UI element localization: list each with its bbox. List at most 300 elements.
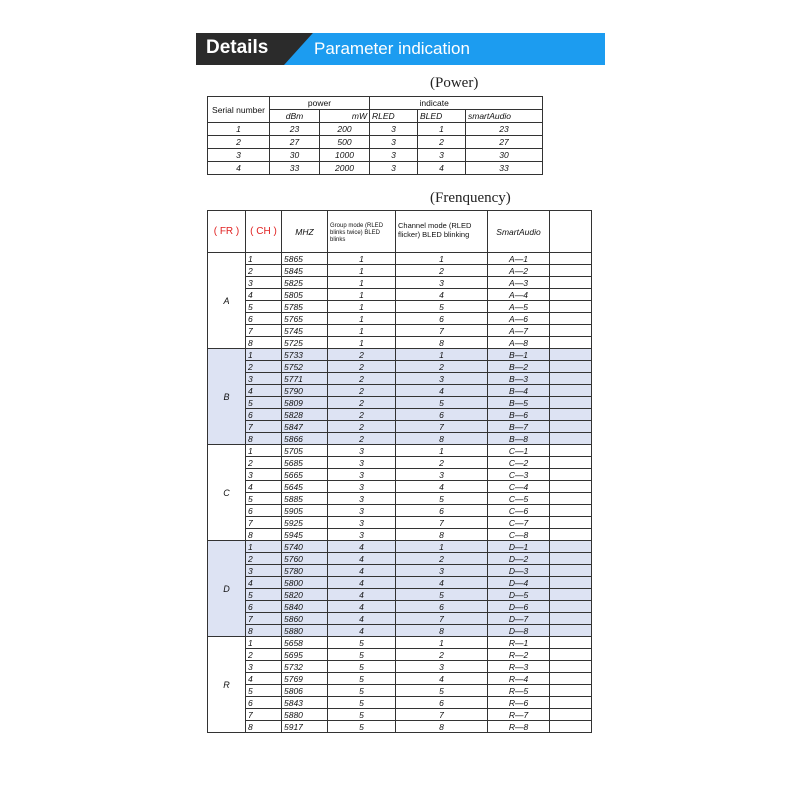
table-row bbox=[208, 565, 592, 577]
table-cell: 8 bbox=[396, 721, 488, 733]
table-row bbox=[208, 685, 592, 697]
table-row bbox=[208, 505, 592, 517]
table-cell: 5765 bbox=[282, 313, 328, 325]
table-cell: A—3 bbox=[488, 277, 550, 289]
table-row bbox=[208, 697, 592, 709]
table-cell: 2 bbox=[396, 649, 488, 661]
table-cell: 5 bbox=[328, 721, 396, 733]
table-cell: 3 bbox=[370, 123, 418, 136]
table-row bbox=[208, 433, 592, 445]
table-cell: 5760 bbox=[282, 553, 328, 565]
table-cell: 4 bbox=[328, 553, 396, 565]
table-cell: 8 bbox=[246, 625, 282, 637]
table-cell: D—8 bbox=[488, 625, 550, 637]
table-row bbox=[208, 613, 592, 625]
table-cell: 3 bbox=[246, 469, 282, 481]
header-rled: RLED bbox=[370, 110, 418, 123]
table-row bbox=[208, 625, 592, 637]
header-group-mode: Group mode (RLED blinks twice) BLED blinks bbox=[328, 211, 396, 253]
table-cell: 7 bbox=[246, 325, 282, 337]
table-cell: 5800 bbox=[282, 577, 328, 589]
table-row bbox=[208, 637, 592, 649]
table-cell: R—3 bbox=[488, 661, 550, 673]
table-row bbox=[208, 445, 592, 457]
table-cell: 2 bbox=[396, 553, 488, 565]
table-cell: 1 bbox=[328, 313, 396, 325]
table-cell: D—4 bbox=[488, 577, 550, 589]
table-cell: 2 bbox=[246, 457, 282, 469]
table-cell: 3 bbox=[396, 661, 488, 673]
header-power: power bbox=[270, 97, 370, 110]
table-cell: 5925 bbox=[282, 517, 328, 529]
table-cell: 3 bbox=[246, 661, 282, 673]
table-cell: 6 bbox=[246, 601, 282, 613]
header-indicate-spacer bbox=[370, 97, 418, 110]
table-cell: 27 bbox=[270, 136, 320, 149]
table-row bbox=[208, 123, 543, 136]
table-cell: A—7 bbox=[488, 325, 550, 337]
empty-cell bbox=[550, 709, 592, 721]
table-cell: 5685 bbox=[282, 457, 328, 469]
table-cell: 6 bbox=[246, 697, 282, 709]
table-cell: R—7 bbox=[488, 709, 550, 721]
table-cell: 4 bbox=[328, 589, 396, 601]
table-cell: 5785 bbox=[282, 301, 328, 313]
table-row bbox=[208, 721, 592, 733]
table-cell: 4 bbox=[396, 481, 488, 493]
table-cell: C—7 bbox=[488, 517, 550, 529]
table-cell: 7 bbox=[396, 517, 488, 529]
table-cell: 1 bbox=[396, 253, 488, 265]
table-cell: A—5 bbox=[488, 301, 550, 313]
table-cell: 6 bbox=[396, 409, 488, 421]
empty-cell bbox=[550, 517, 592, 529]
table-cell: 1 bbox=[396, 637, 488, 649]
empty-cell bbox=[550, 685, 592, 697]
table-cell: 5732 bbox=[282, 661, 328, 673]
empty-cell bbox=[550, 541, 592, 553]
table-cell: 4 bbox=[246, 481, 282, 493]
table-cell: 4 bbox=[246, 289, 282, 301]
table-cell: 3 bbox=[328, 493, 396, 505]
power-section-title: (Power) bbox=[430, 75, 479, 91]
table-cell: 3 bbox=[396, 277, 488, 289]
empty-cell bbox=[550, 397, 592, 409]
empty-cell bbox=[550, 301, 592, 313]
group-label: R bbox=[208, 637, 246, 733]
table-cell: 2 bbox=[396, 265, 488, 277]
table-row bbox=[208, 265, 592, 277]
table-cell: 5820 bbox=[282, 589, 328, 601]
table-cell: 5843 bbox=[282, 697, 328, 709]
table-cell: 6 bbox=[396, 313, 488, 325]
table-row bbox=[208, 301, 592, 313]
header-mw: mW bbox=[320, 110, 370, 123]
table-cell: B—8 bbox=[488, 433, 550, 445]
table-cell: R—2 bbox=[488, 649, 550, 661]
table-cell: 5790 bbox=[282, 385, 328, 397]
table-row bbox=[208, 149, 543, 162]
table-cell: 5745 bbox=[282, 325, 328, 337]
table-cell: 3 bbox=[370, 149, 418, 162]
table-cell: D—7 bbox=[488, 613, 550, 625]
table-cell: 2 bbox=[246, 649, 282, 661]
table-cell: 5809 bbox=[282, 397, 328, 409]
table-cell: 30 bbox=[270, 149, 320, 162]
table-row bbox=[208, 349, 592, 361]
table-cell: 5658 bbox=[282, 637, 328, 649]
table-cell: 5880 bbox=[282, 625, 328, 637]
table-cell: 33 bbox=[270, 162, 320, 175]
table-cell: 5847 bbox=[282, 421, 328, 433]
frequency-table bbox=[207, 210, 592, 733]
table-cell: 2 bbox=[328, 433, 396, 445]
table-cell: A—4 bbox=[488, 289, 550, 301]
table-cell: D—5 bbox=[488, 589, 550, 601]
table-cell: 2 bbox=[418, 136, 466, 149]
table-cell: B—7 bbox=[488, 421, 550, 433]
table-cell: 5771 bbox=[282, 373, 328, 385]
table-cell: C—3 bbox=[488, 469, 550, 481]
group-label: A bbox=[208, 253, 246, 349]
empty-cell bbox=[550, 505, 592, 517]
empty-cell bbox=[550, 565, 592, 577]
table-cell: 5 bbox=[396, 493, 488, 505]
table-cell: B—6 bbox=[488, 409, 550, 421]
table-cell: 4 bbox=[328, 541, 396, 553]
table-cell: 1 bbox=[328, 289, 396, 301]
table-cell: 1 bbox=[328, 325, 396, 337]
header-smartaudio: smartAudio bbox=[466, 110, 543, 123]
table-cell: 7 bbox=[396, 421, 488, 433]
header-indicate: indicate bbox=[418, 97, 543, 110]
table-cell: 6 bbox=[246, 409, 282, 421]
table-row bbox=[208, 709, 592, 721]
table-cell: 5 bbox=[396, 685, 488, 697]
empty-cell bbox=[550, 385, 592, 397]
table-cell: B—4 bbox=[488, 385, 550, 397]
empty-cell bbox=[550, 649, 592, 661]
table-row bbox=[208, 325, 592, 337]
table-cell: 5 bbox=[246, 493, 282, 505]
table-row bbox=[208, 457, 592, 469]
frequency-section-title: (Frenquency) bbox=[430, 190, 511, 206]
table-cell: 3 bbox=[246, 565, 282, 577]
table-cell: 3 bbox=[328, 457, 396, 469]
table-row bbox=[208, 397, 592, 409]
table-cell: 33 bbox=[466, 162, 543, 175]
table-cell: 1 bbox=[396, 349, 488, 361]
table-cell: 1 bbox=[396, 541, 488, 553]
table-cell: 3 bbox=[370, 162, 418, 175]
table-cell: 4 bbox=[246, 577, 282, 589]
table-cell: 1 bbox=[328, 301, 396, 313]
table-cell: 4 bbox=[396, 673, 488, 685]
header-channel-mode: Channel mode (RLED flicker) BLED blinking bbox=[396, 211, 488, 253]
table-cell: 6 bbox=[396, 505, 488, 517]
table-cell: 8 bbox=[396, 529, 488, 541]
empty-cell bbox=[550, 373, 592, 385]
frequency-table-body bbox=[208, 211, 592, 733]
banner-title: Details bbox=[206, 37, 269, 58]
empty-cell bbox=[550, 253, 592, 265]
table-cell: 4 bbox=[208, 162, 270, 175]
empty-cell bbox=[550, 349, 592, 361]
table-cell: C—8 bbox=[488, 529, 550, 541]
table-cell: 1 bbox=[246, 541, 282, 553]
empty-cell bbox=[550, 601, 592, 613]
group-label: C bbox=[208, 445, 246, 541]
table-row bbox=[208, 136, 543, 149]
empty-cell bbox=[550, 409, 592, 421]
table-cell: 4 bbox=[396, 577, 488, 589]
table-row bbox=[208, 529, 592, 541]
header-ch: ( CH ) bbox=[246, 211, 282, 253]
table-cell: 2 bbox=[328, 421, 396, 433]
table-cell: 3 bbox=[396, 469, 488, 481]
table-cell: 2 bbox=[328, 397, 396, 409]
table-cell: 6 bbox=[246, 505, 282, 517]
table-cell: 4 bbox=[246, 673, 282, 685]
table-cell: 5 bbox=[246, 397, 282, 409]
table-cell: 8 bbox=[246, 337, 282, 349]
empty-cell bbox=[550, 697, 592, 709]
table-cell: D—6 bbox=[488, 601, 550, 613]
table-cell: 3 bbox=[328, 445, 396, 457]
table-cell: 3 bbox=[246, 277, 282, 289]
table-cell: C—2 bbox=[488, 457, 550, 469]
table-cell: 5945 bbox=[282, 529, 328, 541]
table-cell: 2 bbox=[396, 457, 488, 469]
table-cell: 5 bbox=[246, 685, 282, 697]
table-cell: 5845 bbox=[282, 265, 328, 277]
table-cell: 4 bbox=[328, 601, 396, 613]
table-cell: 5725 bbox=[282, 337, 328, 349]
header-banner bbox=[196, 33, 605, 65]
table-cell: 2 bbox=[328, 349, 396, 361]
header-mhz: MHZ bbox=[282, 211, 328, 253]
table-cell: R—4 bbox=[488, 673, 550, 685]
group-label: B bbox=[208, 349, 246, 445]
table-cell: B—5 bbox=[488, 397, 550, 409]
table-cell: 2000 bbox=[320, 162, 370, 175]
empty-cell bbox=[550, 529, 592, 541]
table-row bbox=[208, 601, 592, 613]
table-cell: 200 bbox=[320, 123, 370, 136]
empty-cell bbox=[550, 661, 592, 673]
table-row bbox=[208, 553, 592, 565]
empty-cell bbox=[550, 265, 592, 277]
table-cell: C—1 bbox=[488, 445, 550, 457]
table-cell: 1 bbox=[328, 265, 396, 277]
table-cell: 4 bbox=[418, 162, 466, 175]
empty-cell bbox=[550, 481, 592, 493]
empty-cell bbox=[550, 577, 592, 589]
table-cell: 5 bbox=[396, 301, 488, 313]
table-row bbox=[208, 277, 592, 289]
table-row bbox=[208, 313, 592, 325]
table-cell: 2 bbox=[246, 361, 282, 373]
table-cell: 8 bbox=[246, 721, 282, 733]
empty-cell bbox=[550, 673, 592, 685]
table-row bbox=[208, 373, 592, 385]
empty-cell bbox=[550, 625, 592, 637]
table-cell: 1 bbox=[246, 445, 282, 457]
table-cell: 7 bbox=[246, 613, 282, 625]
table-cell: 3 bbox=[328, 481, 396, 493]
table-cell: 6 bbox=[396, 697, 488, 709]
table-cell: 1 bbox=[328, 337, 396, 349]
table-cell: 4 bbox=[396, 289, 488, 301]
table-cell: 2 bbox=[328, 361, 396, 373]
table-cell: 5 bbox=[328, 697, 396, 709]
table-cell: C—5 bbox=[488, 493, 550, 505]
table-cell: 8 bbox=[396, 433, 488, 445]
table-cell: 7 bbox=[396, 325, 488, 337]
empty-cell bbox=[550, 721, 592, 733]
table-cell: 7 bbox=[396, 709, 488, 721]
table-cell: 1 bbox=[208, 123, 270, 136]
table-cell: 5780 bbox=[282, 565, 328, 577]
table-cell: 2 bbox=[328, 385, 396, 397]
empty-cell bbox=[550, 613, 592, 625]
empty-cell bbox=[550, 325, 592, 337]
table-cell: 2 bbox=[246, 265, 282, 277]
table-cell: 5752 bbox=[282, 361, 328, 373]
table-cell: 6 bbox=[246, 313, 282, 325]
table-cell: 2 bbox=[328, 409, 396, 421]
table-cell: 8 bbox=[396, 337, 488, 349]
table-cell: 5866 bbox=[282, 433, 328, 445]
table-cell: 1 bbox=[246, 349, 282, 361]
power-table bbox=[207, 96, 543, 175]
table-cell: 5805 bbox=[282, 289, 328, 301]
table-row bbox=[208, 541, 592, 553]
table-cell: 8 bbox=[246, 433, 282, 445]
table-cell: 5885 bbox=[282, 493, 328, 505]
table-cell: 1 bbox=[246, 253, 282, 265]
table-cell: D—3 bbox=[488, 565, 550, 577]
empty-cell bbox=[550, 445, 592, 457]
table-cell: 8 bbox=[396, 625, 488, 637]
table-row bbox=[208, 661, 592, 673]
table-cell: 1 bbox=[418, 123, 466, 136]
empty-cell bbox=[550, 421, 592, 433]
header-serial-number: Serial number bbox=[208, 97, 270, 123]
table-cell: 3 bbox=[208, 149, 270, 162]
table-cell: 2 bbox=[208, 136, 270, 149]
table-row bbox=[208, 289, 592, 301]
table-cell: 5 bbox=[396, 589, 488, 601]
power-table-body bbox=[208, 123, 543, 175]
table-cell: 3 bbox=[396, 373, 488, 385]
table-cell: 3 bbox=[396, 565, 488, 577]
table-cell: A—2 bbox=[488, 265, 550, 277]
table-row bbox=[208, 517, 592, 529]
table-cell: 7 bbox=[396, 613, 488, 625]
table-cell: 6 bbox=[396, 601, 488, 613]
table-cell: 4 bbox=[328, 625, 396, 637]
table-cell: 3 bbox=[328, 469, 396, 481]
empty-cell bbox=[550, 553, 592, 565]
table-cell: 5860 bbox=[282, 613, 328, 625]
table-row bbox=[208, 481, 592, 493]
table-cell: A—8 bbox=[488, 337, 550, 349]
empty-cell bbox=[550, 277, 592, 289]
empty-cell bbox=[550, 313, 592, 325]
table-row bbox=[208, 421, 592, 433]
table-row bbox=[208, 162, 543, 175]
table-cell: 5 bbox=[328, 709, 396, 721]
table-cell: 23 bbox=[270, 123, 320, 136]
table-cell: A—6 bbox=[488, 313, 550, 325]
table-cell: 4 bbox=[328, 565, 396, 577]
table-cell: 5 bbox=[328, 685, 396, 697]
table-cell: 5828 bbox=[282, 409, 328, 421]
table-cell: 5733 bbox=[282, 349, 328, 361]
table-cell: R—1 bbox=[488, 637, 550, 649]
table-row bbox=[208, 493, 592, 505]
table-row bbox=[208, 469, 592, 481]
table-cell: 5825 bbox=[282, 277, 328, 289]
table-cell: R—5 bbox=[488, 685, 550, 697]
table-cell: 2 bbox=[396, 361, 488, 373]
table-cell: 3 bbox=[328, 517, 396, 529]
header-smartaudio-freq: SmartAudio bbox=[488, 211, 550, 253]
table-cell: 3 bbox=[370, 136, 418, 149]
table-cell: 5695 bbox=[282, 649, 328, 661]
group-label: D bbox=[208, 541, 246, 637]
table-cell: 4 bbox=[328, 577, 396, 589]
table-cell: C—6 bbox=[488, 505, 550, 517]
table-cell: 500 bbox=[320, 136, 370, 149]
header-empty-column bbox=[550, 211, 592, 253]
table-cell: 5 bbox=[328, 649, 396, 661]
banner-subtitle: Parameter indication bbox=[314, 39, 470, 58]
empty-cell bbox=[550, 337, 592, 349]
table-cell: 5740 bbox=[282, 541, 328, 553]
table-cell: 7 bbox=[246, 517, 282, 529]
table-cell: 3 bbox=[328, 505, 396, 517]
empty-cell bbox=[550, 493, 592, 505]
table-cell: 3 bbox=[246, 373, 282, 385]
empty-cell bbox=[550, 637, 592, 649]
table-row bbox=[208, 409, 592, 421]
table-cell: 5840 bbox=[282, 601, 328, 613]
table-cell: 4 bbox=[328, 613, 396, 625]
table-cell: R—6 bbox=[488, 697, 550, 709]
table-row bbox=[208, 253, 592, 265]
table-cell: 3 bbox=[328, 529, 396, 541]
table-cell: D—1 bbox=[488, 541, 550, 553]
table-row bbox=[208, 589, 592, 601]
empty-cell bbox=[550, 457, 592, 469]
table-cell: 5 bbox=[328, 661, 396, 673]
table-cell: 5880 bbox=[282, 709, 328, 721]
table-cell: B—3 bbox=[488, 373, 550, 385]
empty-cell bbox=[550, 361, 592, 373]
table-row bbox=[208, 361, 592, 373]
table-cell: 8 bbox=[246, 529, 282, 541]
table-cell: 7 bbox=[246, 421, 282, 433]
table-row bbox=[208, 337, 592, 349]
header-dbm: dBm bbox=[270, 110, 320, 123]
empty-cell bbox=[550, 589, 592, 601]
table-cell: 5645 bbox=[282, 481, 328, 493]
table-row bbox=[208, 385, 592, 397]
table-cell: 5865 bbox=[282, 253, 328, 265]
table-cell: 5 bbox=[328, 637, 396, 649]
